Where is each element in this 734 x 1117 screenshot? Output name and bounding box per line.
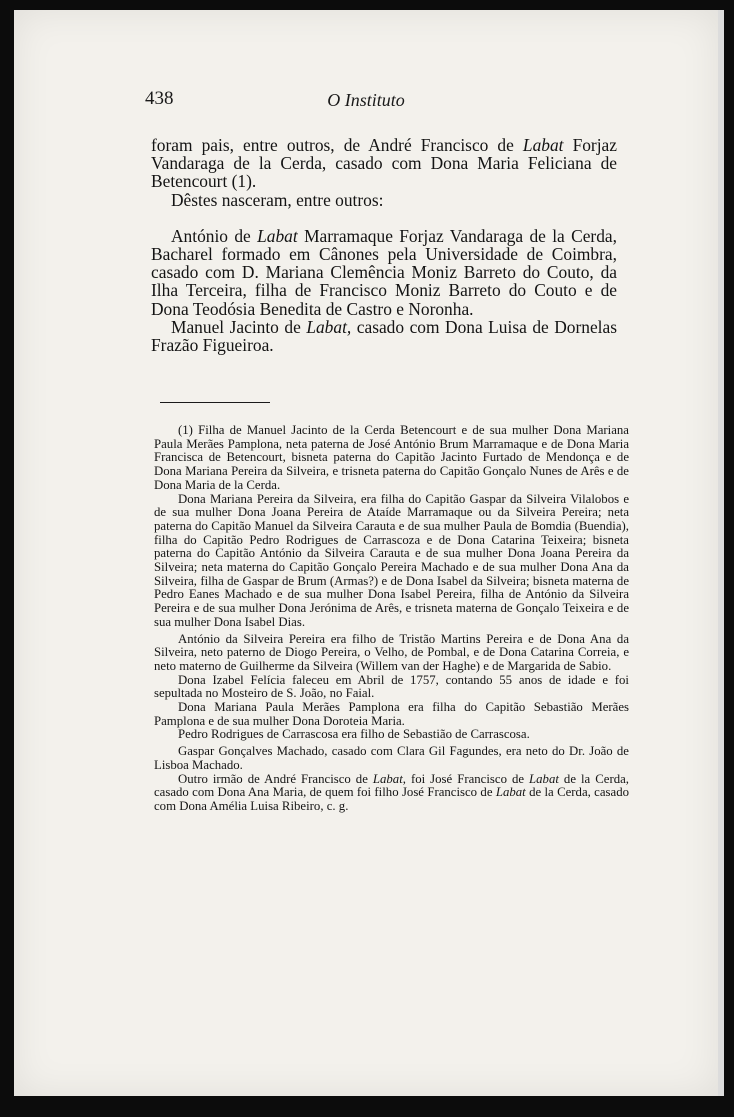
footnote-para: António da Silveira Pereira era filho de Tristão Martins Pereira e de Dona Ana da Silveira, neto paterno de Diogo Pereira, o Velho, de Pombal, e de Dona Catarina Correia, e neto materno de Guilherme da Silveira (Willem van der Haghe) e de Margarida de Sabio.	[154, 631, 629, 673]
footnote-para: Pedro Rodrigues de Carrascosa era filho de Sebastião de Carrascosa.	[178, 727, 530, 742]
footnote-1: (1) Filha de Manuel Jacinto de la Cerda Betencourt e de sua mulher Dona Mariana Paula Merães Pamplona, neta paterna de José António Brum Marramaque e de Dona Maria Francisca de Betencourt, bisneta paterna do Capitão Jacinto Furtado de Mendonça e de Dona Mariana Pereira da Silveira, e trisneta paterna do Capitão Gonçalo Nunes de Arês e de Dona Maria de la Cerda.	[154, 423, 629, 492]
paragraph-parents: foram pais, entre outros, de André Francisco de Labat Forjaz Vandaraga de la Cerda, casado com Dona Maria Feliciana de Betencourt (1).	[151, 135, 617, 192]
footnote-para: Dona Izabel Felícia faleceu em Abril de 1757, contando 55 anos de idade e foi sepultada no Mosteiro de S. João, no Faial.	[154, 672, 629, 701]
paragraph-manuel: Manuel Jacinto de Labat, casado com Dona Luisa de Dornelas Frazão Figueiroa.	[151, 316, 618, 356]
main-text	[151, 136, 617, 354]
footnote-divider	[160, 402, 270, 403]
paragraph-antonio: António de Labat Marramaque Forjaz Vandaraga de la Cerda, Bacharel formado em Cânones pela Universidade de Coimbra, casado com D. Mariana Clemência Moniz Barreto do Couto, da Ilha Terceira, filha de Francisco Moniz Barreto do Couto e de Dona Teodósia Benedita de Castro e Noronha.	[151, 225, 617, 319]
footnote-para: Outro irmão de André Francisco de Labat, foi José Francisco de Labat de la Cerda, casado com Dona Ana Maria, de quem foi filho José Francisco de Labat de la Cerda, casado com Dona Amélia Luisa Ribeiro, c. g.	[154, 771, 629, 813]
book-page	[14, 10, 718, 1096]
footnote-para: Gaspar Gonçalves Machado, casado com Clara Gil Fagundes, era neto do Dr. João de Lisboa Machado.	[154, 744, 629, 772]
paragraph-offspring-intro: Dêstes nasceram, entre outros:	[171, 189, 384, 210]
running-title: O Instituto	[327, 90, 405, 110]
footnote-para: Dona Mariana Pereira da Silveira, era filha do Capitão Gaspar da Silveira Vilalobos e de sua mulher Dona Joana Pereira de Ataíde Marramaque ou da Silveira Pereira; neta paterna do Capitão Manuel da Silveira Carauta e de sua mulher Paula de Bomdia (Buendia), filha do Capitão Pedro Rodrigues de Carrascoza e de Dona Catarina Teixeira; bisneta paterna do Capitão António da Silveira Carauta e de sua mulher Dona Joana Pereira da Silveira; neta materna do Capitão Gonçalo Pereira Machado e de sua mulher Dona Ana da Silveira, filha de Gaspar de Brum (Armas?) e de Dona Isabel da Silveira; bisneta materna de Pedro Eanes Machado e de sua mulher Dona Isabel Pereira, filha de António da Silveira Pereira e de sua mulher Dona Jerónima de Arês, e trisneta materna de Gonçalo Teixeira e de sua mulher Dona Isabel Dias.	[154, 491, 629, 629]
footnotes	[154, 424, 629, 814]
page-edge	[718, 10, 724, 1096]
page-header	[14, 88, 718, 112]
footnote-para: Dona Mariana Paula Merães Pamplona era filha do Capitão Sebastião Merães Pamplona e de sua mulher Dona Doroteia Maria.	[154, 700, 629, 728]
page-number: 438	[145, 88, 174, 109]
